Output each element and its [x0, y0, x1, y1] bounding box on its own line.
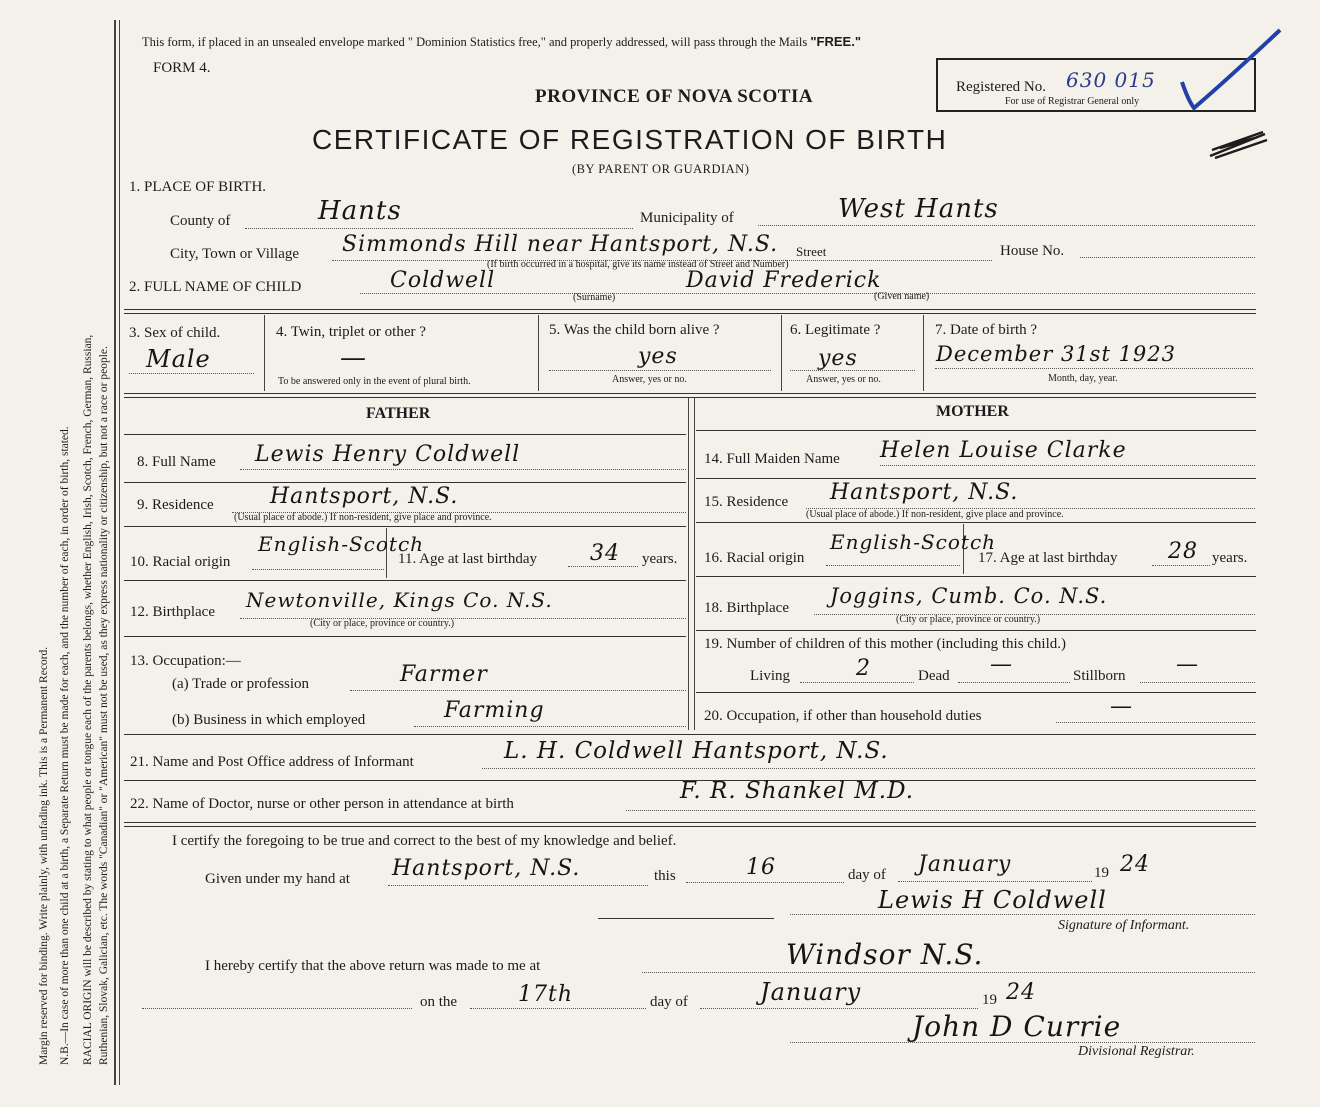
- mother-years: years.: [1212, 550, 1248, 566]
- legit-value: yes: [818, 346, 858, 371]
- twin-value: —: [340, 343, 367, 373]
- father-heading: FATHER: [366, 405, 431, 422]
- house-label: House No.: [1000, 243, 1065, 259]
- twin-note: To be answered only in the event of plural birth.: [278, 376, 471, 387]
- mother-name-label: 14. Full Maiden Name: [704, 451, 840, 467]
- mother-name-value: Helen Louise Clarke: [880, 438, 1127, 463]
- father-name-value: Lewis Henry Coldwell: [255, 442, 521, 467]
- margin-note-multiple-births: N.B.—In case of more than one child at a birth, a Separate Return must be made for each, and the number of each, in order of birth, stated.: [59, 426, 71, 1065]
- given-year-prefix: 19: [1094, 865, 1109, 881]
- doctor-label: 22. Name of Doctor, nurse or other person in attendance at birth: [130, 796, 514, 812]
- child-surname: Coldwell: [390, 268, 496, 293]
- mother-heading: MOTHER: [936, 403, 1009, 420]
- return-day-of-label: day of: [650, 994, 688, 1010]
- blue-check-mark: [1170, 22, 1290, 117]
- mother-racial-label: 16. Racial origin: [704, 550, 805, 566]
- mother-occupation-label: 20. Occupation, if other than household duties: [704, 708, 982, 724]
- given-under-label: Given under my hand at: [205, 871, 350, 887]
- informant-signature: Lewis H Coldwell: [878, 886, 1107, 914]
- registrar-caption: Divisional Registrar.: [1078, 1044, 1195, 1059]
- municipality-value: West Hants: [838, 194, 999, 224]
- registered-number: 630 015: [1066, 68, 1156, 92]
- dob-label: 7. Date of birth ?: [935, 322, 1038, 338]
- father-years: years.: [642, 551, 678, 567]
- given-month: January: [918, 852, 1012, 877]
- dead-label: Dead: [918, 668, 950, 684]
- ink-scribble: [1205, 128, 1270, 163]
- mother-birthplace-note: (City or place, province or country.): [896, 614, 1041, 625]
- father-trade-label: (a) Trade or profession: [172, 676, 310, 692]
- municipality-label: Municipality of: [640, 210, 734, 226]
- registered-label: Registered No.: [956, 79, 1046, 95]
- return-place: Windsor N.S.: [786, 938, 984, 971]
- return-year-prefix: 19: [982, 992, 997, 1008]
- registrar-signature: John D Currie: [912, 1010, 1122, 1043]
- margin-note-binding: Margin reserved for binding. Write plainly, with unfading ink. This is a Permanent Record.: [38, 646, 50, 1065]
- place-of-birth-heading: 1. PLACE OF BIRTH.: [129, 179, 267, 195]
- return-year: 24: [1006, 980, 1036, 1005]
- county-value: Hants: [318, 196, 402, 226]
- city-value: Simmonds Hill near Hantsport, N.S.: [342, 232, 779, 257]
- on-the-label: on the: [420, 994, 458, 1010]
- dob-note: Month, day, year.: [1048, 373, 1118, 384]
- father-birthplace-value: Newtonville, Kings Co. N.S.: [246, 588, 553, 612]
- mother-children-label: 19. Number of children of this mother (including this child.): [704, 636, 1067, 652]
- given-day: 16: [746, 855, 776, 880]
- city-label: City, Town or Village: [170, 246, 300, 262]
- sex-value: Male: [146, 345, 211, 373]
- father-birthplace-label: 12. Birthplace: [130, 604, 215, 620]
- mother-residence-label: 15. Residence: [704, 494, 789, 510]
- binding-rule-inner: [119, 20, 120, 1085]
- father-racial-label: 10. Racial origin: [130, 554, 231, 570]
- father-business-label: (b) Business in which employed: [172, 712, 366, 728]
- mother-birthplace-label: 18. Birthplace: [704, 600, 789, 616]
- twin-label: 4. Twin, triplet or other ?: [276, 324, 426, 340]
- dob-value: December 31st 1923: [936, 342, 1177, 366]
- father-trade-value: Farmer: [400, 662, 488, 687]
- father-residence-label: 9. Residence: [137, 497, 214, 513]
- margin-note-racial-origin: RACIAL ORIGIN will be described by stating to what people or tongue each of the parents belongs, whether English, Irish, Scotch, French, German, Russian,: [82, 334, 94, 1065]
- return-label: I hereby certify that the above return was made to me at: [205, 958, 541, 974]
- father-business-value: Farming: [444, 698, 545, 723]
- certificate-subtitle: (BY PARENT OR GUARDIAN): [572, 162, 750, 176]
- return-month: January: [760, 978, 862, 1006]
- signature-caption: Signature of Informant.: [1058, 918, 1190, 933]
- hospital-note: (If birth occurred in a hospital, give its name instead of Street and Number): [487, 259, 789, 270]
- street-label: Street: [796, 244, 827, 259]
- mother-residence-value: Hantsport, N.S.: [830, 480, 1019, 505]
- form-number: FORM 4.: [153, 60, 211, 76]
- living-value: 2: [856, 656, 871, 681]
- sex-label: 3. Sex of child.: [129, 325, 221, 341]
- legit-note: Answer, yes or no.: [806, 374, 881, 385]
- alive-value: yes: [638, 344, 678, 369]
- legit-label: 6. Legitimate ?: [790, 322, 881, 338]
- this-label: this: [654, 868, 676, 884]
- day-of-label: day of: [848, 867, 886, 883]
- father-age-label: 11. Age at last birthday: [398, 551, 537, 567]
- mother-birthplace-value: Joggins, Cumb. Co. N.S.: [830, 584, 1108, 608]
- father-age-value: 34: [590, 541, 620, 566]
- mail-notice: This form, if placed in an unsealed envelope marked " Dominion Statistics free," and properly addressed, will pass through the Mails "FREE.": [142, 34, 861, 49]
- registrar-note: For use of Registrar General only: [1005, 96, 1140, 107]
- binding-rule: [114, 20, 116, 1085]
- certify-statement: I certify the foregoing to be true and correct to the best of my knowledge and belief.: [172, 833, 677, 849]
- given-year: 24: [1120, 852, 1150, 877]
- surname-caption: (Surname): [573, 292, 616, 303]
- informant-value: L. H. Coldwell Hantsport, N.S.: [504, 738, 889, 764]
- given-place: Hantsport, N.S.: [392, 856, 581, 881]
- alive-note: Answer, yes or no.: [612, 374, 687, 385]
- return-day: 17th: [518, 982, 574, 1007]
- father-residence-note: (Usual place of abode.) If non-resident, give place and province.: [234, 512, 492, 523]
- living-label: Living: [750, 668, 790, 684]
- county-label: County of: [170, 213, 231, 229]
- mother-age-label: 17. Age at last birthday: [978, 550, 1118, 566]
- mother-age-value: 28: [1168, 539, 1198, 564]
- province-heading: PROVINCE OF NOVA SCOTIA: [535, 86, 814, 107]
- father-name-label: 8. Full Name: [137, 454, 216, 470]
- dead-value: —: [990, 652, 1013, 677]
- mother-occupation-value: —: [1110, 694, 1133, 719]
- mother-racial-value: English-Scotch: [830, 530, 997, 554]
- father-occupation-label: 13. Occupation:—: [130, 653, 241, 669]
- father-birthplace-note: (City or place, province or country.): [310, 618, 455, 629]
- alive-label: 5. Was the child born alive ?: [549, 322, 720, 338]
- stillborn-value: —: [1176, 652, 1199, 677]
- father-residence-value: Hantsport, N.S.: [270, 484, 459, 509]
- informant-label: 21. Name and Post Office address of Informant: [130, 754, 414, 770]
- child-name-label: 2. FULL NAME OF CHILD: [129, 279, 302, 295]
- child-given-name: David Frederick: [686, 268, 882, 293]
- father-racial-value: English-Scotch: [258, 532, 425, 556]
- certificate-title: CERTIFICATE OF REGISTRATION OF BIRTH: [312, 124, 948, 155]
- given-name-caption: (Given name): [874, 291, 930, 302]
- doctor-value: F. R. Shankel M.D.: [680, 778, 915, 804]
- mother-residence-note: (Usual place of abode.) If non-resident, give place and province.: [806, 509, 1064, 520]
- stillborn-label: Stillborn: [1073, 668, 1126, 684]
- margin-note-racial-origin-cont: Ruthenian, Slovak, Galician, etc. The words "Canadian" or "American" must not be used, as they express nationality or citizenship, but not a race or people.: [98, 346, 110, 1065]
